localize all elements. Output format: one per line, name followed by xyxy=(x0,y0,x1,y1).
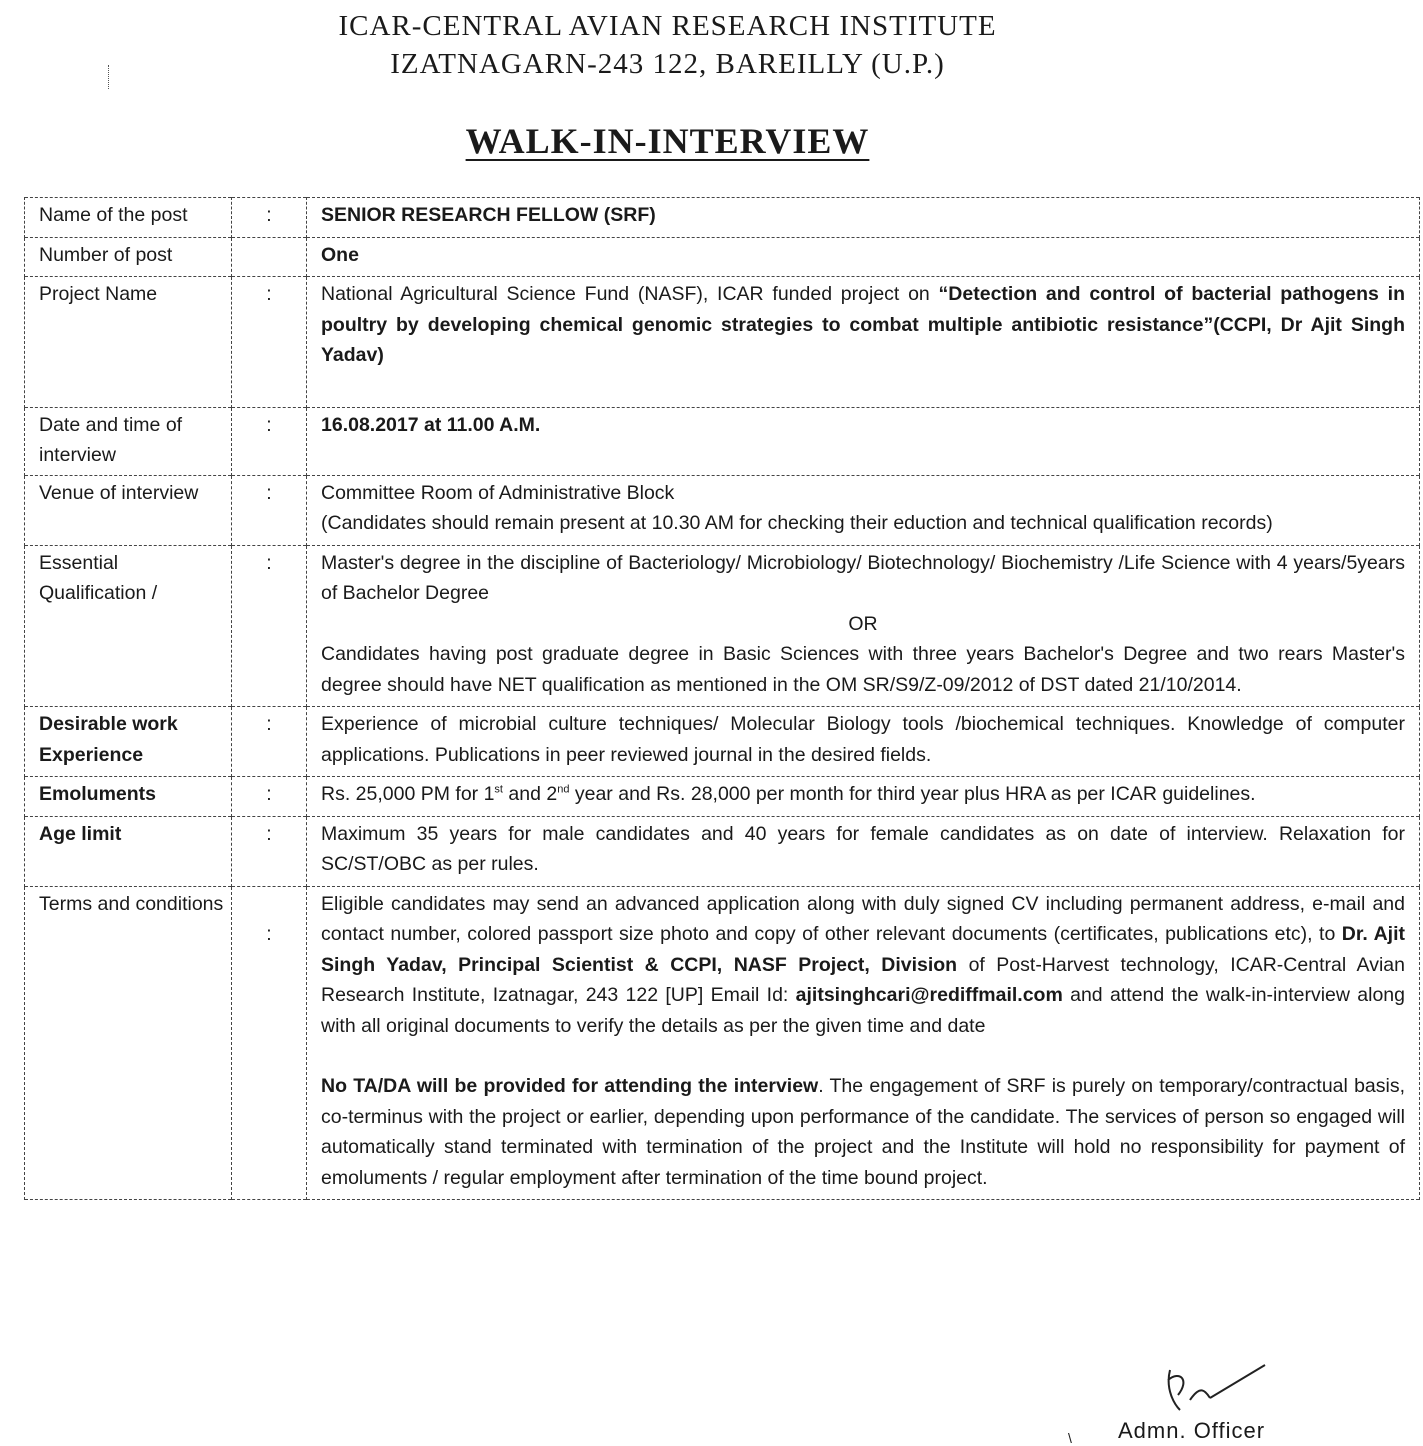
colon: : xyxy=(232,475,307,545)
venue-line2: (Candidates should remain present at 10.30 AM for checking their eduction and technical qualification records) xyxy=(321,512,1273,534)
terms-p2b: . The engagement of SRF is purely on temporary/contractual basis, co-terminus with the project or earlier, depending upon performance of the candidate. The services of person so engaged will automatically stand terminated with termination of the project and the Institute will hold no responsibility for payment of emoluments / regular employment after termination of the time bound project. xyxy=(321,1075,1406,1189)
colon: : xyxy=(232,407,307,475)
emoluments-sup2: nd xyxy=(557,783,570,796)
signatory-title: Admn. Officer xyxy=(1118,1418,1266,1443)
row-age xyxy=(25,816,1420,886)
page-title xyxy=(0,120,1335,162)
value-venue xyxy=(307,475,1420,545)
colon: : xyxy=(232,277,307,408)
emoluments-part1: Rs. 25,000 PM for 1 xyxy=(321,783,495,805)
value-project xyxy=(307,277,1420,408)
project-title: “Detection and control of bacterial pathogens in poultry by developing chemical genomic strategies to combat multiple antibiotic resistance”(CCPI, Dr Ajit Singh Yadav) xyxy=(321,283,1405,366)
interview-date: 16.08.2017 at 11.00 A.M. xyxy=(321,413,541,436)
row-emoluments xyxy=(25,777,1420,817)
colon: : xyxy=(232,777,307,817)
terms-email: ajitsinghcari@rediffmail.com xyxy=(795,984,1063,1006)
label-qualification: Essential Qualification / xyxy=(25,545,232,707)
label-age xyxy=(25,816,232,886)
colon: : xyxy=(232,816,307,886)
venue-line1: Committee Room of Administrative Block xyxy=(321,481,675,504)
emoluments-label-text: Emoluments xyxy=(39,783,157,805)
value-age: Maximum 35 years for male candidates and 40 years for female candidates as on date of interview. Relaxation for SC/ST/OBC as per rules. xyxy=(307,816,1420,886)
terms-p1d: and attend the walk-in-interview along with all original documents to verify the details as per the given time and date xyxy=(321,984,1405,1037)
experience-label-text: Desirable work Experience xyxy=(39,713,178,766)
post-name: SENIOR RESEARCH FELLOW (SRF) xyxy=(321,204,656,226)
row-project xyxy=(25,277,1420,408)
signature-icon xyxy=(1150,1360,1280,1420)
colon: : xyxy=(232,198,307,238)
margin-mark xyxy=(108,65,113,89)
details-table xyxy=(24,197,1420,1200)
value-date xyxy=(307,407,1420,475)
value-experience: Experience of microbial culture techniques/ Molecular Biology tools /biochemical techniques. Knowledge of computer applications. Publications in peer reviewed journal in the desired fields. xyxy=(307,707,1420,777)
terms-para2 xyxy=(321,1071,1405,1193)
label-venue: Venue of interview xyxy=(25,475,232,545)
terms-no-tada: No TA/DA will be provided for attending the interview xyxy=(321,1075,819,1097)
label-terms: Terms and conditions xyxy=(25,886,232,1200)
row-venue xyxy=(25,475,1420,545)
terms-contact: Dr. Ajit Singh Yadav, Principal Scientist & CCPI, NASF Project, Division xyxy=(321,923,1405,976)
row-experience xyxy=(25,707,1420,777)
row-date xyxy=(25,407,1420,475)
stray-mark: \ xyxy=(1068,1430,1072,1446)
row-qualification xyxy=(25,545,1420,707)
label-experience xyxy=(25,707,232,777)
row-number xyxy=(25,237,1420,277)
value-post xyxy=(307,198,1420,238)
label-number: Number of post xyxy=(25,237,232,277)
qualification-para2: Candidates having post graduate degree in Basic Sciences with three years Bachelor's Degree and two rears Master's degree should have NET qualification as mentioned in the OM SR/S9/Z-09/2012 of DST dated 21/10/2014. xyxy=(321,643,1405,696)
title-text: WALK-IN-INTERVIEW xyxy=(465,121,870,161)
value-terms xyxy=(307,886,1420,1200)
project-prefix: National Agricultural Science Fund (NASF), ICAR funded project on xyxy=(321,283,939,305)
label-project: Project Name xyxy=(25,277,232,408)
emoluments-sup1: st xyxy=(494,783,503,796)
terms-p1a: Eligible candidates may send an advanced application along with duly signed CV including permanent address, e-mail and contact number, colored passport size photo and copy of other relevant documents (certificates, publications etc), to xyxy=(321,892,1405,945)
qualification-para1: Master's degree in the discipline of Bacteriology/ Microbiology/ Biotechnology/ Biochemistry /Life Science with 4 years/5years of Bachelor Degree xyxy=(321,551,1405,604)
label-date: Date and time of interview xyxy=(25,407,232,475)
row-terms xyxy=(25,886,1420,1200)
age-label-text: Age limit xyxy=(39,822,122,845)
colon: : xyxy=(232,886,307,1200)
institute-address: IZATNAGARN-243 122, BAREILLY (U.P.) xyxy=(390,48,945,80)
qualification-or: OR xyxy=(848,612,878,635)
colon xyxy=(232,237,307,277)
row-post xyxy=(25,198,1420,238)
terms-para1 xyxy=(321,889,1405,1042)
institute-name: ICAR-CENTRAL AVIAN RESEARCH INSTITUTE xyxy=(338,10,997,42)
emoluments-part2: and 2 xyxy=(502,783,558,805)
value-number xyxy=(307,237,1420,277)
terms-p1c: of Post-Harvest technology, ICAR-Central Avian Research Institute, Izatnagar, 243 122 [UP] Email Id: xyxy=(321,953,1405,1006)
colon: : xyxy=(232,707,307,777)
colon: : xyxy=(232,545,307,707)
label-emoluments xyxy=(25,777,232,817)
label-post: Name of the post xyxy=(25,198,232,238)
post-count: One xyxy=(321,243,359,266)
value-emoluments xyxy=(307,777,1420,817)
emoluments-part3: year and Rs. 28,000 per month for third year plus HRA as per ICAR guidelines. xyxy=(569,783,1256,805)
value-qualification xyxy=(307,545,1420,707)
